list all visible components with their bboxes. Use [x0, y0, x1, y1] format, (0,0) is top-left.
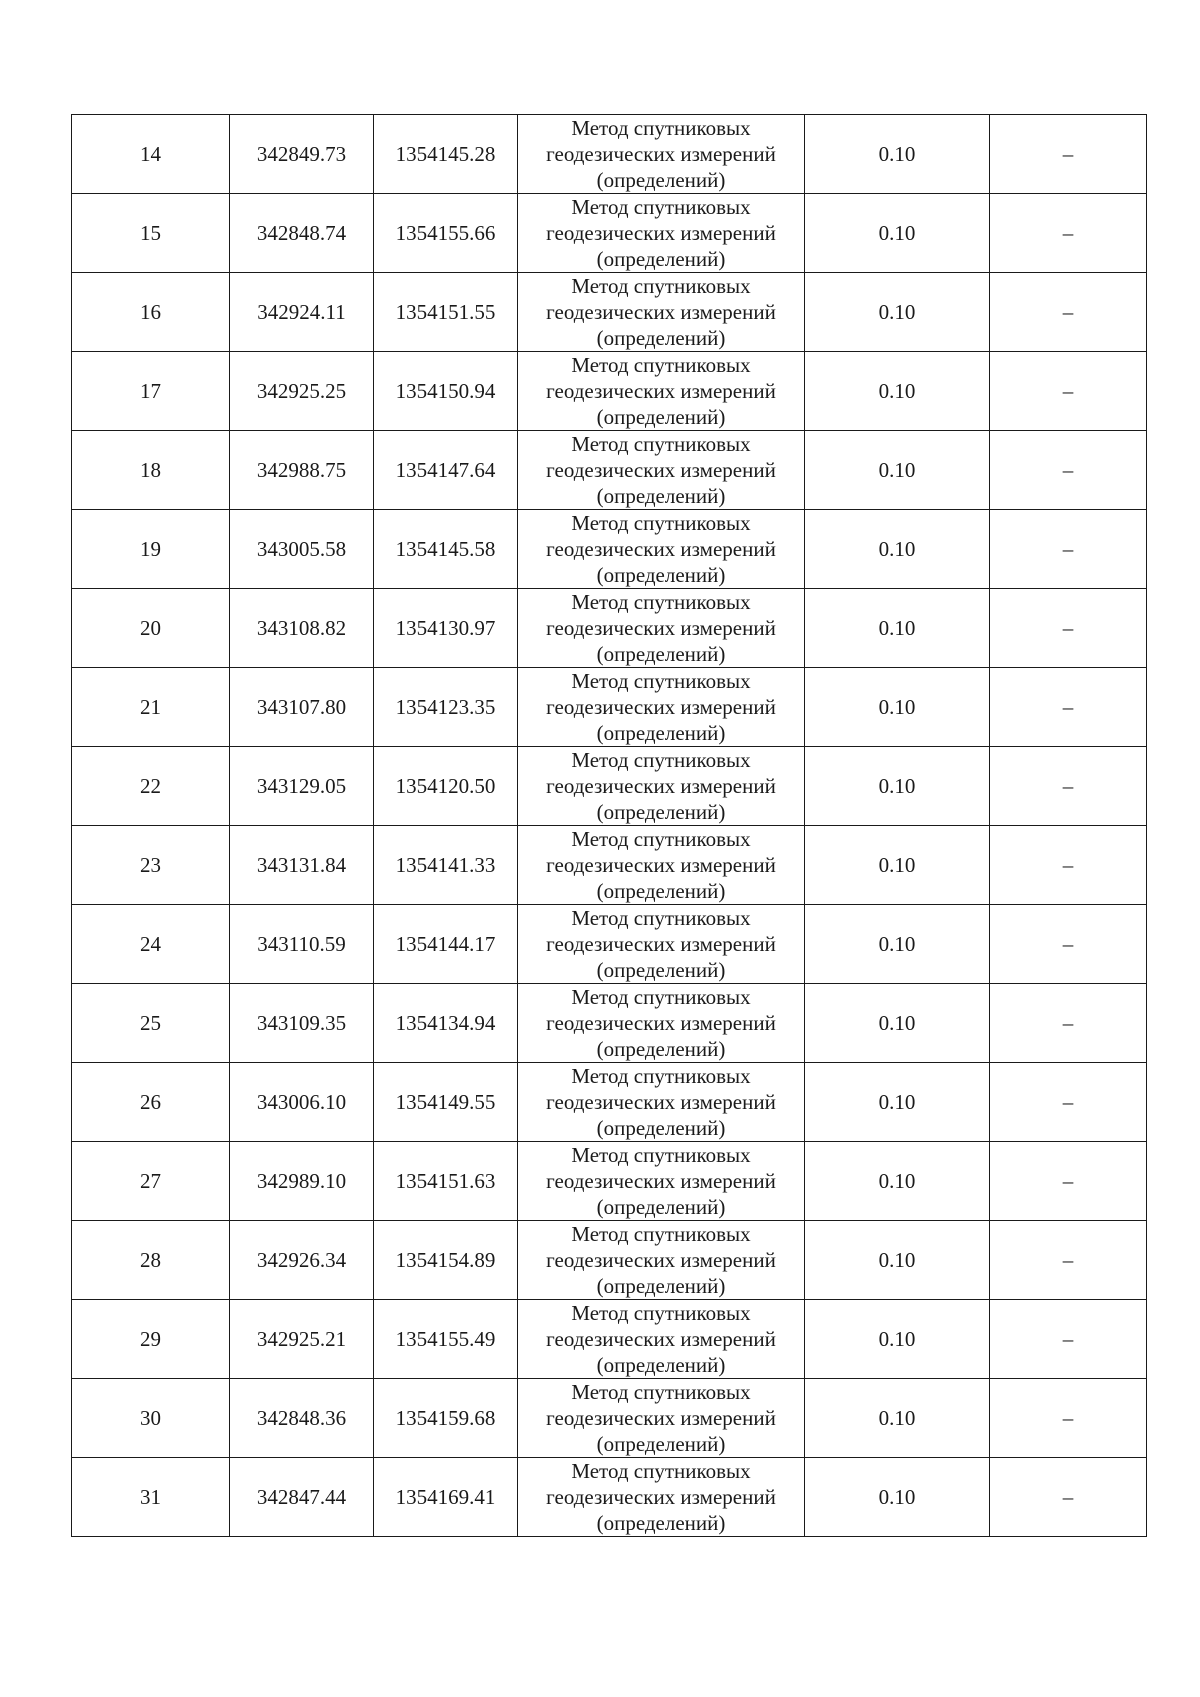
accuracy-cell: 0.10	[805, 194, 990, 273]
coordinate-x-cell: 342849.73	[230, 115, 374, 194]
coordinate-y-cell: 1354149.55	[374, 1063, 518, 1142]
coordinate-y-cell: 1354151.55	[374, 273, 518, 352]
coordinate-y-cell: 1354159.68	[374, 1379, 518, 1458]
coordinate-x-cell: 342989.10	[230, 1142, 374, 1221]
method-text: Метод спутниковых геодезических измерений (определений)	[546, 590, 776, 666]
method-text: Метод спутниковых геодезических измерений (определений)	[546, 1459, 776, 1535]
note-cell: –	[990, 905, 1147, 984]
coordinate-y-cell: 1354130.97	[374, 589, 518, 668]
table-row	[72, 1458, 1147, 1537]
point-number-cell: 16	[72, 273, 230, 352]
point-number-cell: 24	[72, 905, 230, 984]
table-row	[72, 826, 1147, 905]
point-number-cell: 20	[72, 589, 230, 668]
method-text: Метод спутниковых геодезических измерений (определений)	[546, 511, 776, 587]
accuracy-cell: 0.10	[805, 747, 990, 826]
table-row	[72, 194, 1147, 273]
table-row	[72, 747, 1147, 826]
method-text: Метод спутниковых геодезических измерений (определений)	[546, 906, 776, 982]
accuracy-cell: 0.10	[805, 668, 990, 747]
accuracy-cell: 0.10	[805, 1379, 990, 1458]
point-number-cell: 27	[72, 1142, 230, 1221]
point-number-cell: 19	[72, 510, 230, 589]
method-text: Метод спутниковых геодезических измерений (определений)	[546, 116, 776, 192]
note-cell: –	[990, 984, 1147, 1063]
accuracy-cell: 0.10	[805, 273, 990, 352]
method-cell	[518, 668, 805, 747]
note-cell: –	[990, 115, 1147, 194]
method-cell	[518, 1221, 805, 1300]
method-cell	[518, 905, 805, 984]
method-text: Метод спутниковых геодезических измерений (определений)	[546, 274, 776, 350]
point-number-cell: 30	[72, 1379, 230, 1458]
table-row	[72, 273, 1147, 352]
accuracy-cell: 0.10	[805, 589, 990, 668]
point-number-cell: 22	[72, 747, 230, 826]
point-number-cell: 31	[72, 1458, 230, 1537]
coordinate-x-cell: 343109.35	[230, 984, 374, 1063]
coordinate-x-cell: 343005.58	[230, 510, 374, 589]
note-cell: –	[990, 1379, 1147, 1458]
method-cell	[518, 1063, 805, 1142]
coordinate-x-cell: 342848.74	[230, 194, 374, 273]
coordinate-y-cell: 1354120.50	[374, 747, 518, 826]
method-cell	[518, 1142, 805, 1221]
accuracy-cell: 0.10	[805, 1221, 990, 1300]
coordinate-y-cell: 1354150.94	[374, 352, 518, 431]
accuracy-cell: 0.10	[805, 1300, 990, 1379]
coordinate-x-cell: 342847.44	[230, 1458, 374, 1537]
table-row	[72, 431, 1147, 510]
method-cell	[518, 1379, 805, 1458]
method-text: Метод спутниковых геодезических измерений (определений)	[546, 669, 776, 745]
coordinate-y-cell: 1354169.41	[374, 1458, 518, 1537]
accuracy-cell: 0.10	[805, 431, 990, 510]
coordinate-y-cell: 1354154.89	[374, 1221, 518, 1300]
note-cell: –	[990, 273, 1147, 352]
method-cell	[518, 1458, 805, 1537]
note-cell: –	[990, 1063, 1147, 1142]
coordinate-x-cell: 342988.75	[230, 431, 374, 510]
note-cell: –	[990, 668, 1147, 747]
table-row	[72, 1300, 1147, 1379]
method-text: Метод спутниковых геодезических измерений (определений)	[546, 432, 776, 508]
accuracy-cell: 0.10	[805, 984, 990, 1063]
coordinate-x-cell: 342925.25	[230, 352, 374, 431]
note-cell: –	[990, 1458, 1147, 1537]
note-cell: –	[990, 510, 1147, 589]
method-cell	[518, 273, 805, 352]
accuracy-cell: 0.10	[805, 1142, 990, 1221]
point-number-cell: 29	[72, 1300, 230, 1379]
method-cell	[518, 352, 805, 431]
coordinate-y-cell: 1354155.66	[374, 194, 518, 273]
coordinate-x-cell: 342848.36	[230, 1379, 374, 1458]
method-cell	[518, 510, 805, 589]
method-cell	[518, 984, 805, 1063]
table-row	[72, 589, 1147, 668]
coordinate-y-cell: 1354145.58	[374, 510, 518, 589]
accuracy-cell: 0.10	[805, 1458, 990, 1537]
table-row	[72, 352, 1147, 431]
point-number-cell: 28	[72, 1221, 230, 1300]
point-number-cell: 26	[72, 1063, 230, 1142]
table-row	[72, 905, 1147, 984]
coordinate-y-cell: 1354134.94	[374, 984, 518, 1063]
method-text: Метод спутниковых геодезических измерений (определений)	[546, 353, 776, 429]
note-cell: –	[990, 194, 1147, 273]
method-text: Метод спутниковых геодезических измерений (определений)	[546, 1064, 776, 1140]
point-number-cell: 25	[72, 984, 230, 1063]
point-number-cell: 21	[72, 668, 230, 747]
note-cell: –	[990, 1300, 1147, 1379]
method-text: Метод спутниковых геодезических измерений (определений)	[546, 1222, 776, 1298]
method-cell	[518, 826, 805, 905]
note-cell: –	[990, 1142, 1147, 1221]
accuracy-cell: 0.10	[805, 826, 990, 905]
method-text: Метод спутниковых геодезических измерений (определений)	[546, 985, 776, 1061]
coordinate-x-cell: 343107.80	[230, 668, 374, 747]
table-row	[72, 984, 1147, 1063]
note-cell: –	[990, 826, 1147, 905]
method-text: Метод спутниковых геодезических измерений (определений)	[546, 748, 776, 824]
coordinate-y-cell: 1354145.28	[374, 115, 518, 194]
table-row	[72, 510, 1147, 589]
coordinate-x-cell: 342926.34	[230, 1221, 374, 1300]
accuracy-cell: 0.10	[805, 1063, 990, 1142]
coordinate-x-cell: 343110.59	[230, 905, 374, 984]
accuracy-cell: 0.10	[805, 905, 990, 984]
coordinate-y-cell: 1354141.33	[374, 826, 518, 905]
coordinate-x-cell: 343131.84	[230, 826, 374, 905]
method-text: Метод спутниковых геодезических измерений (определений)	[546, 1380, 776, 1456]
coordinate-x-cell: 343006.10	[230, 1063, 374, 1142]
method-text: Метод спутниковых геодезических измерений (определений)	[546, 1143, 776, 1219]
method-cell	[518, 589, 805, 668]
point-number-cell: 15	[72, 194, 230, 273]
coordinate-y-cell: 1354151.63	[374, 1142, 518, 1221]
table-row	[72, 668, 1147, 747]
coordinates-table	[71, 114, 1147, 1537]
coordinate-y-cell: 1354123.35	[374, 668, 518, 747]
coordinate-y-cell: 1354144.17	[374, 905, 518, 984]
point-number-cell: 23	[72, 826, 230, 905]
table-row	[72, 115, 1147, 194]
point-number-cell: 18	[72, 431, 230, 510]
point-number-cell: 17	[72, 352, 230, 431]
coordinate-x-cell: 342924.11	[230, 273, 374, 352]
coordinate-x-cell: 343108.82	[230, 589, 374, 668]
accuracy-cell: 0.10	[805, 510, 990, 589]
table-row	[72, 1063, 1147, 1142]
table-row	[72, 1379, 1147, 1458]
method-cell	[518, 115, 805, 194]
accuracy-cell: 0.10	[805, 352, 990, 431]
note-cell: –	[990, 352, 1147, 431]
table-row	[72, 1221, 1147, 1300]
method-cell	[518, 194, 805, 273]
note-cell: –	[990, 747, 1147, 826]
table-row	[72, 1142, 1147, 1221]
coordinate-x-cell: 343129.05	[230, 747, 374, 826]
method-cell	[518, 1300, 805, 1379]
coordinate-y-cell: 1354155.49	[374, 1300, 518, 1379]
note-cell: –	[990, 431, 1147, 510]
coordinate-x-cell: 342925.21	[230, 1300, 374, 1379]
table-body	[72, 115, 1147, 1537]
method-cell	[518, 431, 805, 510]
method-text: Метод спутниковых геодезических измерений (определений)	[546, 1301, 776, 1377]
point-number-cell: 14	[72, 115, 230, 194]
method-cell	[518, 747, 805, 826]
note-cell: –	[990, 589, 1147, 668]
method-text: Метод спутниковых геодезических измерений (определений)	[546, 195, 776, 271]
coordinate-y-cell: 1354147.64	[374, 431, 518, 510]
note-cell: –	[990, 1221, 1147, 1300]
accuracy-cell: 0.10	[805, 115, 990, 194]
method-text: Метод спутниковых геодезических измерений (определений)	[546, 827, 776, 903]
